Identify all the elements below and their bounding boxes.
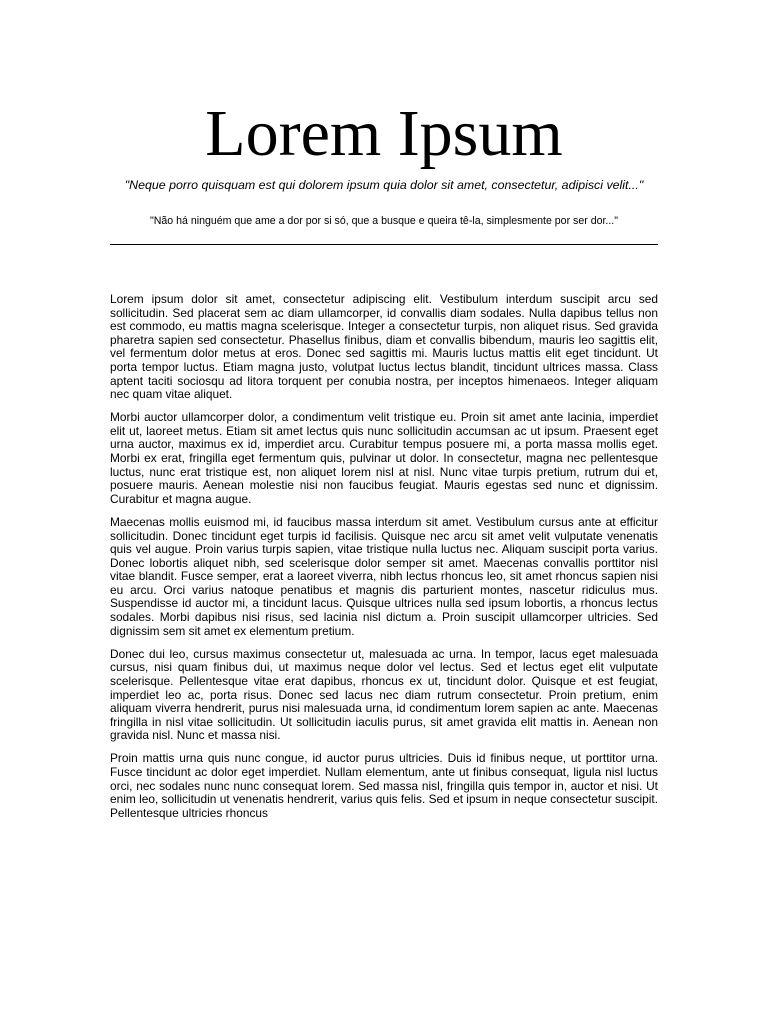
body-text (110, 293, 658, 830)
paragraph: Lorem ipsum dolor sit amet, consectetur adipiscing elit. Vestibulum interdum suscipit arcu sed sollicitudin. Sed placerat sem ac diam ullamcorper, id convallis diam sodales. Nulla dapibus tellus non est commodo, eu mattis magna scelerisque. Integer a consectetur turpis, non aliquet risus. Sed gravida pharetra sapien sed consectetur. Phasellus finibus, diam et convallis bibendum, mauris leo sagittis elit, vel fermentum dolor metus at eros. Donec sed sagittis mi. Mauris luctus mattis elit eget tincidunt. Ut porta tempor luctus. Etiam magna justo, volutpat luctus lectus blandit, tincidunt ultrices massa. Class aptent taciti sociosqu ad litora torquent per conubia nostra, per inceptos himenaeos. Integer aliquam nec quam vitae aliquet. (110, 292, 658, 402)
document-title: Lorem Ipsum (205, 97, 563, 170)
title-divider (110, 244, 658, 245)
portuguese-quote: "Não há ninguém que ame a dor por si só, que a busque e queira tê-la, simplesmente por ser dor..." (149, 215, 619, 227)
paragraph: Proin mattis urna quis nunc congue, id auctor purus ultricies. Duis id finibus neque, ut porttitor urna. Fusce tincidunt ac dolor eget imperdiet. Nullam elementum, ante ut finibus consequat, ligula nisl luctus orci, nec sodales nunc nunc consequat lorem. Sed massa nisl, fringilla quis tempor in, auctor et nisi. Ut enim leo, sollicitudin ut venenatis hendrerit, varius quis felis. Sed et ipsum in neque consectetur suscipit. Pellentesque ultricies rhoncus (110, 751, 658, 820)
paragraph: Morbi auctor ullamcorper dolor, a condimentum velit tristique eu. Proin sit amet ante lacinia, imperdiet elit ut, laoreet metus. Etiam sit amet lectus quis nunc sollicitudin accumsan ac ut ipsum. Praesent eget urna auctor, maximus ex id, imperdiet arcu. Curabitur tempus posuere mi, a porta massa mollis eget. Morbi ex erat, fringilla eget fermentum quis, pulvinar ut dolor. In consectetur, magna nec pellentesque luctus, nunc erat tristique est, non aliquet lorem nisl at nisl. Nunc vitae turpis pretium, rutrum dui et, posuere mauris. Aenean molestie nisi non faucibus feugiat. Mauris egestas sed nunc et dignissim. Curabitur et magna augue. (110, 410, 658, 506)
paragraph: Maecenas mollis euismod mi, id faucibus massa interdum sit amet. Vestibulum cursus ante at efficitur sollicitudin. Donec tincidunt eget turpis id facilisis. Quisque nec arcu sit amet velit vulputate venenatis quis vel augue. Proin varius turpis sapien, vitae tristique nulla luctus nec. Aliquam suscipit porta varius. Donec lobortis aliquet nibh, sed scelerisque dolor semper sit amet. Maecenas convallis porttitor nisl vitae blandit. Fusce semper, erat a laoreet viverra, nibh lectus rhoncus leo, sit amet rhoncus sapien nisi eu arcu. Orci varius natoque penatibus et magnis dis parturient montes, nascetur ridiculus mus. Suspendisse id auctor mi, a tincidunt lacus. Quisque ultrices nulla sed ipsum lobortis, a rhoncus lectus sodales. Morbi dapibus nisi risus, sed lacinia nisl dictum a. Proin suscipit ullamcorper ultricies. Sed dignissim sem sit amet ex elementum pretium. (110, 514, 658, 638)
paragraph: Donec dui leo, cursus maximus consectetur ut, malesuada ac urna. In tempor, lacus eget malesuada cursus, nisi quam finibus dui, ut maximus neque dolor vel lectus. Sed et lectus eget elit vulputate scelerisque. Pellentesque vitae erat dapibus, rhoncus ex ut, tincidunt dolor. Quisque et est feugiat, imperdiet leo ac, porta risus. Donec sed lacus nec diam rutrum consectetur. Proin pretium, enim aliquam viverra hendrerit, purus nisi malesuada urna, id condimentum lorem sapien ac ante. Maecenas fringilla in nisl vitae sollicitudin. Ut sollicitudin iaculis purus, sit amet gravida elit mattis in. Aenean non gravida nisl. Nunc et massa nisi. (110, 646, 658, 743)
latin-quote: "Neque porro quisquam est qui dolorem ipsum quia dolor sit amet, consectetur, adipisci velit..." (124, 178, 644, 192)
